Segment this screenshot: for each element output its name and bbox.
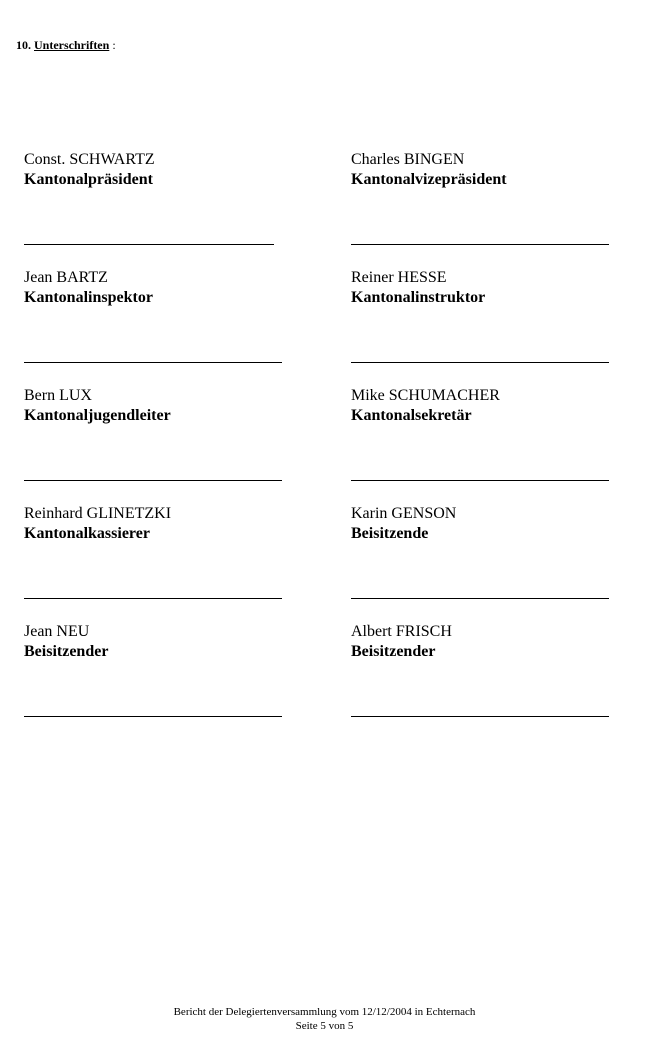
signatory-role: Beisitzender bbox=[351, 643, 436, 660]
section-colon: : bbox=[112, 38, 116, 52]
signatory-name: Reiner HESSE bbox=[351, 269, 447, 286]
signatory-role: Beisitzender bbox=[24, 643, 109, 660]
signatory-role: Kantonalinstruktor bbox=[351, 289, 486, 306]
signatory-block bbox=[351, 386, 649, 426]
signature-line bbox=[24, 598, 282, 599]
signatory-block bbox=[351, 268, 649, 308]
section-heading bbox=[16, 38, 116, 52]
signatory-name: Karin GENSON bbox=[351, 505, 457, 522]
signatory-role: Kantonalkassierer bbox=[24, 525, 150, 542]
signatory-name: Bern LUX bbox=[24, 387, 92, 404]
signatory-name: Jean NEU bbox=[24, 623, 90, 640]
signature-line bbox=[351, 480, 609, 481]
signatory-role: Kantonalinspektor bbox=[24, 289, 153, 306]
section-number: 10. bbox=[16, 38, 31, 52]
signature-line bbox=[24, 362, 282, 363]
signature-line bbox=[351, 362, 609, 363]
signature-line bbox=[24, 716, 282, 717]
footer-page-number bbox=[0, 1019, 649, 1033]
signatory-role: Kantonalpräsident bbox=[24, 171, 153, 188]
signatory-block bbox=[351, 622, 649, 662]
page-label: Seite bbox=[295, 1020, 318, 1032]
signatory-block bbox=[351, 504, 649, 544]
signatory-block bbox=[24, 504, 324, 544]
signature-line bbox=[24, 244, 274, 245]
signature-line bbox=[24, 480, 282, 481]
signatory-name: Const. SCHWARTZ bbox=[24, 151, 155, 168]
signatory-block bbox=[351, 150, 649, 190]
signatory-block bbox=[24, 386, 324, 426]
signatory-name: Charles BINGEN bbox=[351, 151, 465, 168]
signatory-block bbox=[24, 268, 324, 308]
signatory-role: Kantonaljugendleiter bbox=[24, 407, 171, 424]
signatory-role: Kantonalsekretär bbox=[351, 407, 472, 424]
page-total: 5 bbox=[347, 1020, 354, 1032]
page-current: 5 bbox=[320, 1020, 326, 1032]
page-of: von bbox=[328, 1020, 346, 1032]
signatory-role: Beisitzende bbox=[351, 525, 429, 542]
signatory-name: Albert FRISCH bbox=[351, 623, 452, 640]
signatory-role: Kantonalvizepräsident bbox=[351, 171, 507, 188]
signatory-block bbox=[24, 150, 324, 190]
section-title: Unterschriften bbox=[34, 38, 110, 52]
footer-report-line: Bericht der Delegiertenversammlung vom 12/12/2004 in Echternach bbox=[173, 1006, 476, 1018]
signature-line bbox=[351, 598, 609, 599]
signature-line bbox=[351, 244, 609, 245]
signature-line bbox=[351, 716, 609, 717]
signatory-name: Jean BARTZ bbox=[24, 269, 108, 286]
signatory-name: Mike SCHUMACHER bbox=[351, 387, 500, 404]
signatory-block bbox=[24, 622, 324, 662]
signatory-name: Reinhard GLINETZKI bbox=[24, 505, 172, 522]
